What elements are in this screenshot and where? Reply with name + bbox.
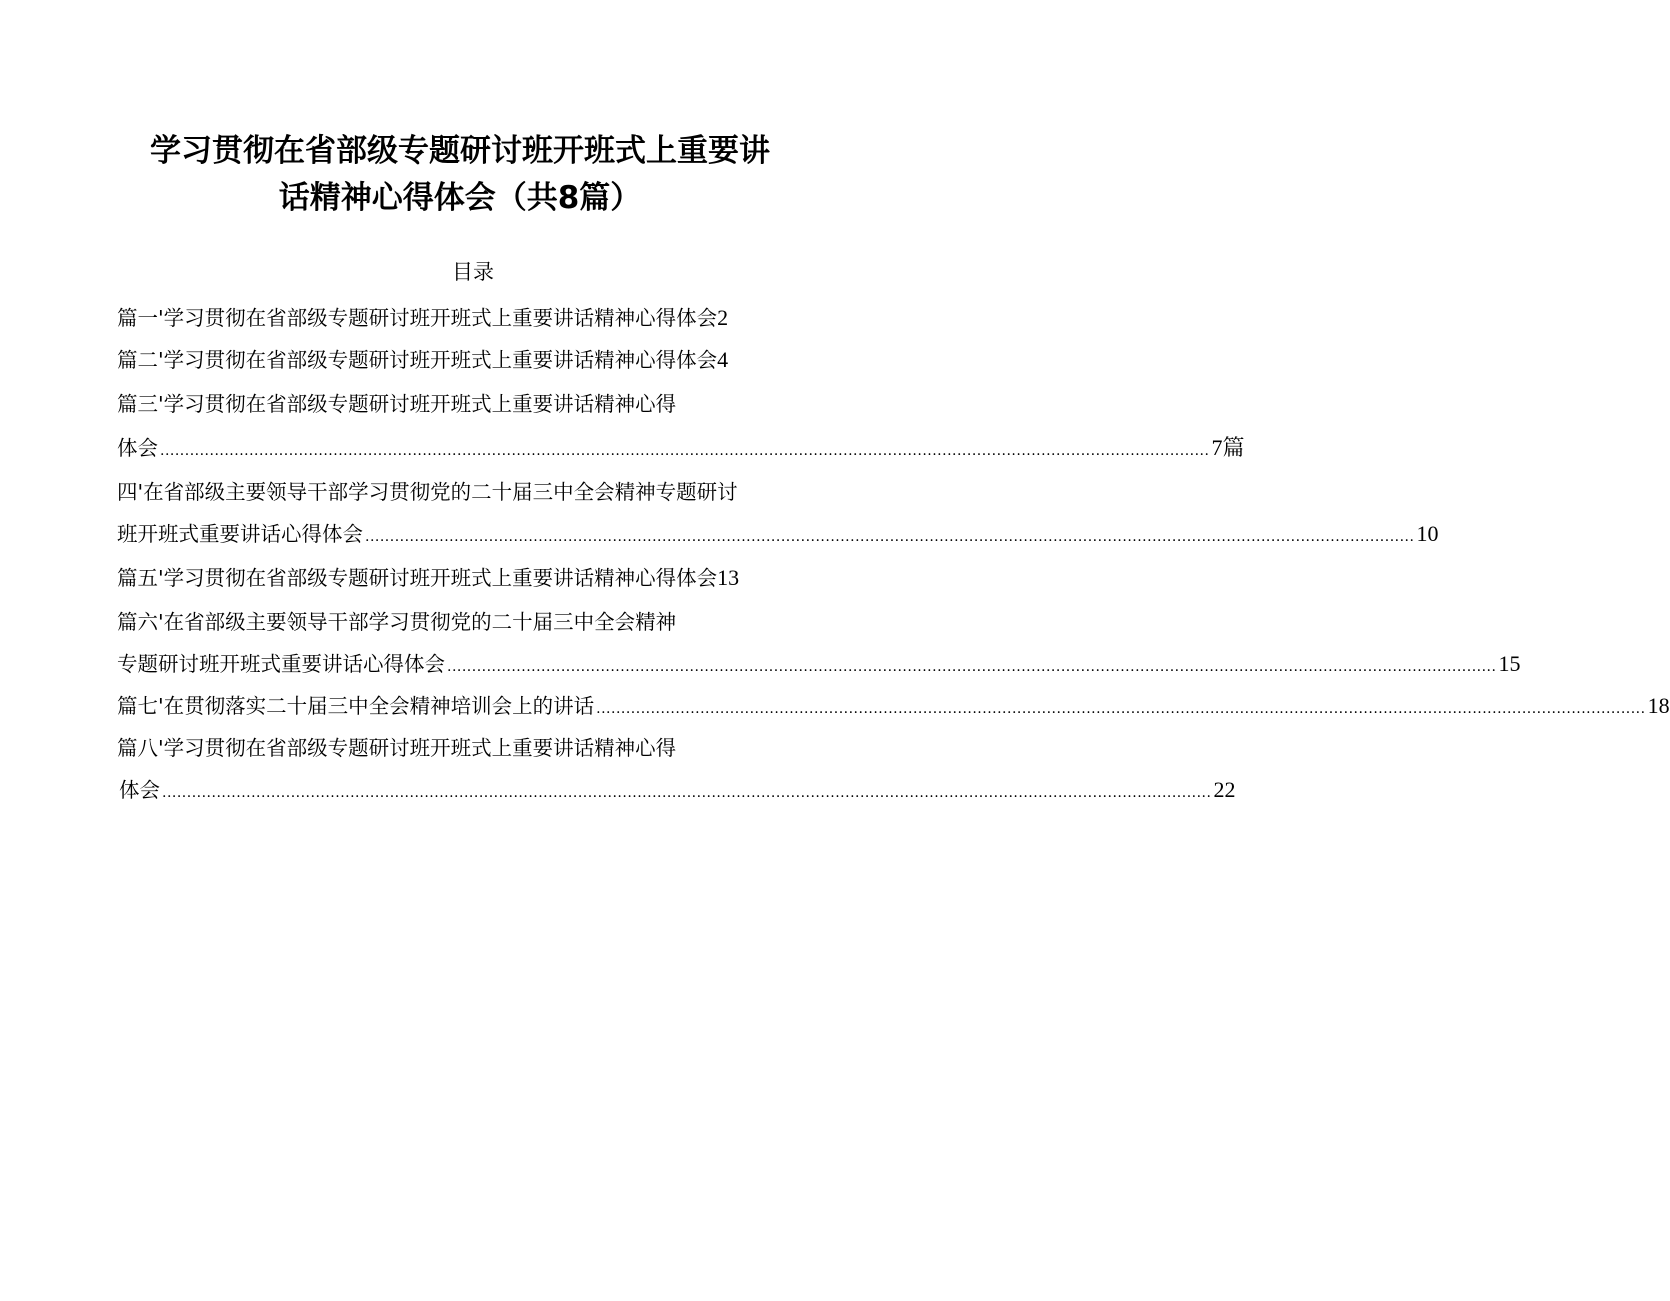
toc-entry-text: 篇五'学习贯彻在省部级专题研讨班开班式上重要讲话精神心得体会 — [117, 566, 718, 590]
toc-heading: 目录 — [452, 260, 494, 284]
toc-dot-leader: .................................................................................................................................................................................................................... — [447, 659, 1497, 675]
toc-entry-text: 篇七'在贯彻落实二十届三中全会精神培训会上的讲话 — [117, 694, 595, 718]
toc-entry-8-continued[interactable] — [119, 776, 1236, 804]
document-title-line-1: 学习贯彻在省部级专题研讨班开班式上重要讲 — [150, 133, 770, 169]
toc-entry-page: 2 — [717, 305, 729, 330]
toc-entry-7[interactable] — [117, 692, 1670, 720]
toc-entry-3[interactable] — [117, 390, 830, 418]
toc-entry-text: 体会 — [117, 436, 158, 460]
toc-entry-page: 15 — [1498, 651, 1521, 676]
toc-entry-3-continued[interactable] — [117, 434, 1245, 462]
toc-entry-text: 篇三'学习贯彻在省部级专题研讨班开班式上重要讲话精神心得 — [117, 392, 677, 416]
toc-entry-2[interactable] — [117, 346, 830, 374]
toc-entry-6[interactable] — [117, 608, 830, 636]
toc-entry-page: 10 — [1416, 521, 1439, 546]
toc-entry-5[interactable] — [117, 564, 830, 592]
toc-entry-text: 班开班式重要讲话心得体会 — [117, 522, 363, 546]
toc-entry-text: 篇二'学习贯彻在省部级专题研讨班开班式上重要讲话精神心得体会 — [117, 348, 718, 372]
toc-dot-leader: .................................................................................................................................................................................................................... — [365, 529, 1415, 545]
toc-entry-text: 四'在省部级主要领导干部学习贯彻党的二十届三中全会精神专题研讨 — [117, 480, 738, 504]
toc-entry-1[interactable] — [117, 304, 830, 332]
document-title-line-2: 话精神心得体会（共8篇） — [278, 180, 642, 216]
toc-entry-page: 18 — [1647, 693, 1670, 718]
toc-entry-page: 4 — [717, 347, 729, 372]
toc-entry-text: 篇一'学习贯彻在省部级专题研讨班开班式上重要讲话精神心得体会 — [117, 306, 718, 330]
toc-dot-leader: .................................................................................................................................................................................................................... — [596, 701, 1646, 717]
toc-entry-text: 篇六'在省部级主要领导干部学习贯彻党的二十届三中全会精神 — [117, 610, 677, 634]
toc-entry-text: 篇八'学习贯彻在省部级专题研讨班开班式上重要讲话精神心得 — [117, 736, 677, 760]
toc-entry-page: 13 — [717, 565, 740, 590]
toc-dot-leader: .................................................................................................................................................................................................................... — [162, 785, 1212, 801]
toc-entry-4-continued[interactable] — [117, 520, 1439, 548]
toc-entry-4[interactable] — [117, 478, 830, 506]
toc-entry-page: 7篇 — [1211, 435, 1245, 460]
toc-dot-leader: .................................................................................................................................................................................................................... — [160, 443, 1210, 459]
toc-entry-text: 体会 — [119, 778, 160, 802]
toc-entry-text: 专题研讨班开班式重要讲话心得体会 — [117, 652, 445, 676]
toc-entry-8[interactable] — [117, 734, 830, 762]
toc-entry-page: 22 — [1213, 777, 1236, 802]
toc-entry-6-continued[interactable] — [117, 650, 1521, 678]
